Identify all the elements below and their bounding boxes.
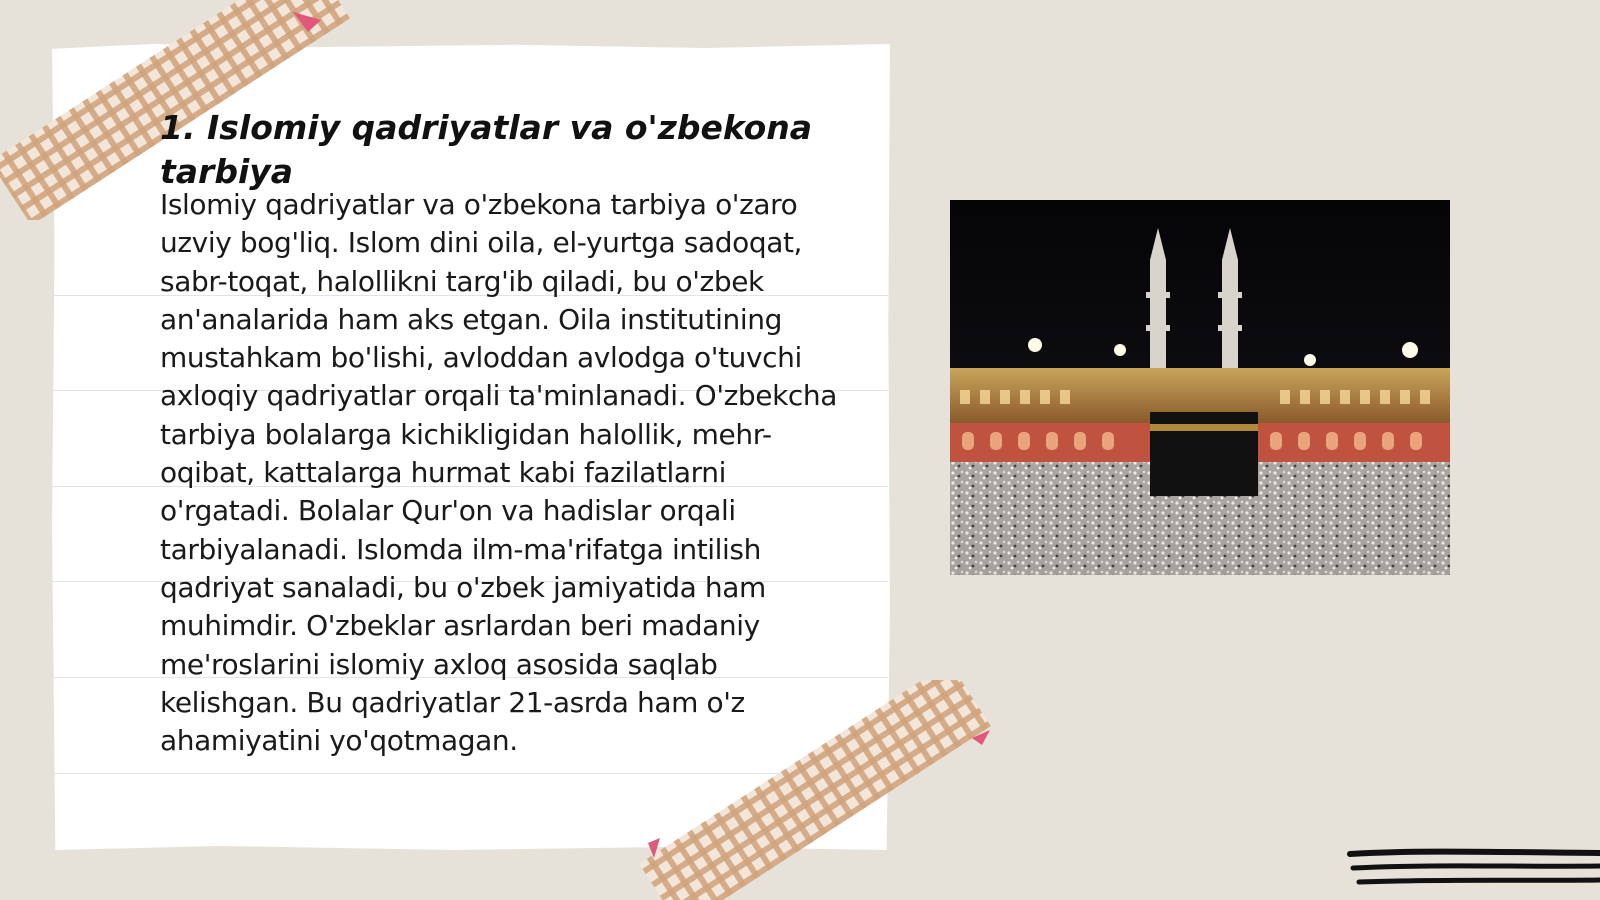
decorative-scribble-lines xyxy=(1345,848,1600,892)
slide-title: 1. Islomiy qadriyatlar va o'zbekona tarbiya xyxy=(160,108,813,191)
kaaba-photo-illustration xyxy=(950,200,1450,575)
kaaba-photo xyxy=(950,200,1450,575)
slide-body-text: Islomiy qadriyatlar va o'zbekona tarbiya o'zaro uzviy bog'liq. Islom dini oila, el-yurtga sadoqat, sabr-toqat, halollikni targ'ib qiladi, bu o'zbek an'analarida ham aks etgan. Oila institutining mustahkam bo'lishi, avloddan avlodga o'tuvchi axloqiy qadriyatlar orqali ta'minlanadi. O'zbekcha tarbiya bolalarga kichikligidan halollik, mehr-oqibat, kattalarga hurmat kabi fazilatlarni o'rgatadi. Bolalar Qur'on va hadislar orqali tarbiyalanadi. Islomda ilm-ma'rifatga intilish qadriyat sanaladi, bu o'zbek jamiyatida ham muhimdir. O'zbeklar asrlardan beri madaniy me'roslarini islomiy axloq asosida saqlab kelishgan. Bu qadriyatlar 21-asrda ham o'z ahamiyatini yo'qotmagan. xyxy=(160,188,838,758)
